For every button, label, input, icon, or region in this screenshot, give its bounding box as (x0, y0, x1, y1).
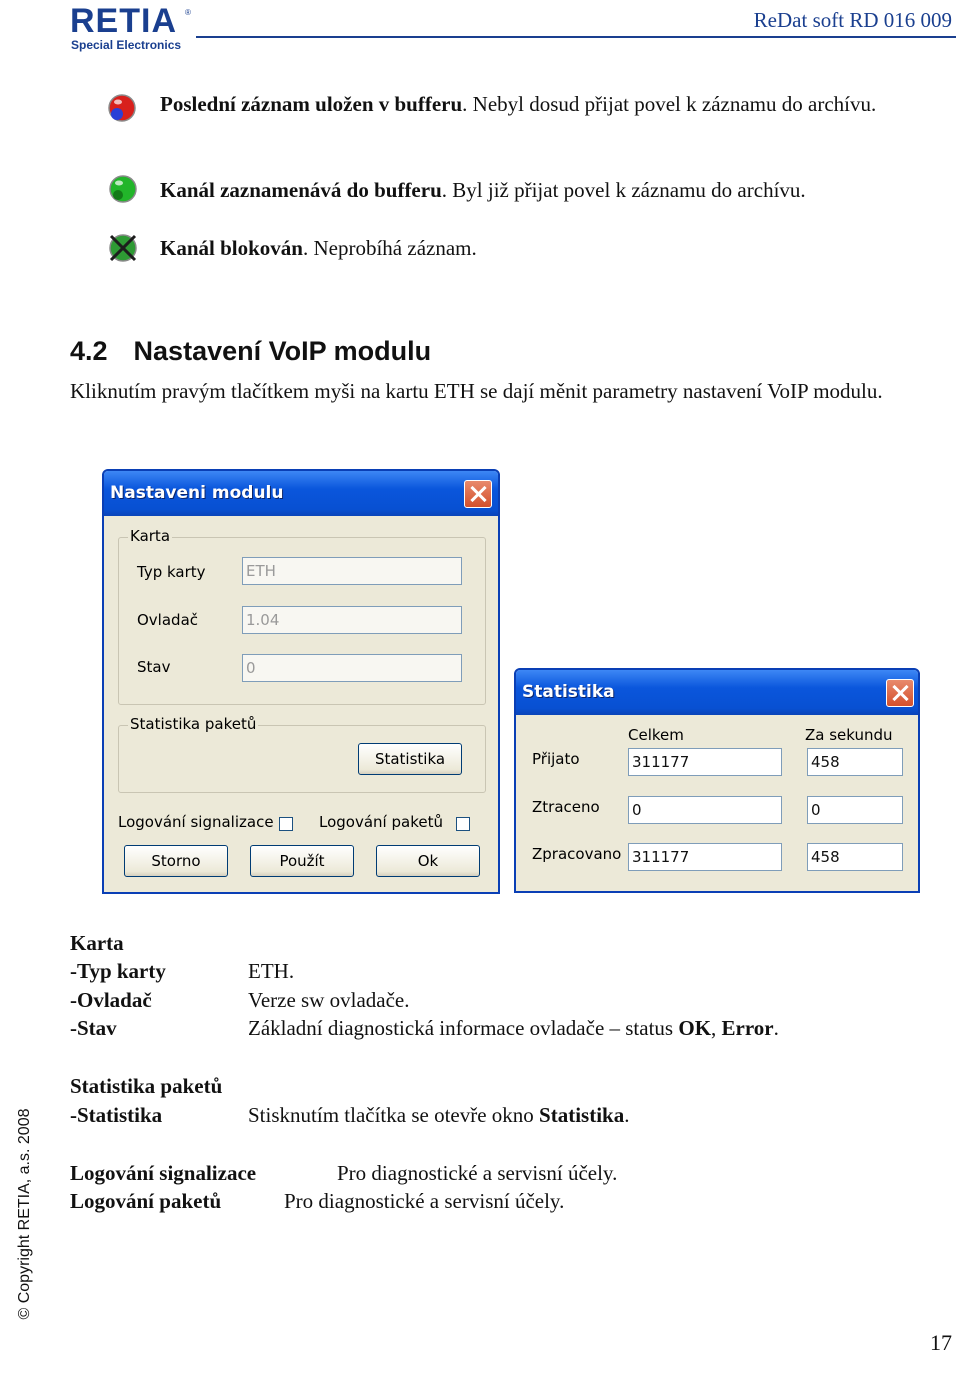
stav-desc-text: Základní diagnostická informace ovladače – status (248, 1016, 679, 1040)
row-zpracovano-label: Zpracovano (532, 845, 622, 863)
section-paragraph: Kliknutím pravým tlačítkem myši na kartu ETH se dají měnit parametry nastavení VoIP modulu. (70, 379, 883, 403)
typ-karty-desc: ETH. (248, 959, 295, 983)
logo-subtitle: Special Electronics (71, 38, 182, 52)
stav-sep: , (711, 1016, 722, 1040)
header-rule (196, 36, 956, 38)
col-celkem-header: Celkem (628, 726, 684, 744)
pouzit-button[interactable]: Použít (250, 845, 354, 877)
ovladac-desc: Verze sw ovladače. (248, 988, 410, 1012)
group-statistika-label: Statistika paketů (130, 715, 257, 733)
legend-bold: Kanál blokován (160, 236, 303, 260)
stat-heading: Statistika paketů (70, 1074, 223, 1098)
statistika-desc-text: Stisknutím tlačítka se otevře okno (248, 1103, 540, 1127)
settings-titlebar[interactable] (104, 471, 498, 516)
group-karta-label: Karta (130, 527, 171, 545)
green-ball-icon (108, 174, 138, 204)
statistika-button[interactable]: Statistika (358, 743, 462, 775)
statistics-window-title: Statistika (522, 682, 615, 702)
zpracovano-za-sekundu-field[interactable]: 458 (807, 843, 903, 871)
row-prijato-label: Přijato (532, 750, 580, 768)
typ-karty-field[interactable]: ETH (242, 557, 462, 585)
ovladac-term: -Ovladač (70, 988, 152, 1012)
stav-end: . (773, 1016, 779, 1040)
stav-field[interactable]: 0 (242, 654, 462, 682)
ztraceno-za-sekundu-field[interactable]: 0 (807, 796, 903, 824)
ovladac-field[interactable]: 1.04 (242, 606, 462, 634)
document-reference: ReDat soft RD 016 009 (753, 8, 952, 32)
red-ball-icon (107, 93, 137, 123)
section-heading (70, 336, 431, 367)
ovladac-label: Ovladač (137, 611, 199, 629)
legend-item-last-record (160, 90, 955, 119)
registered-mark: ® (185, 8, 191, 17)
prijato-celkem-field[interactable]: 311177 (628, 748, 782, 776)
page-number: 17 (930, 1330, 952, 1355)
statistika-term: -Statistika (70, 1103, 163, 1127)
storno-button[interactable]: Storno (124, 845, 228, 877)
statistika-desc (248, 1101, 629, 1129)
statistics-window (514, 668, 920, 893)
log-paketu-label: Logování paketů (319, 813, 443, 831)
settings-window-title: Nastaveni modulu (110, 483, 284, 503)
stav-error: Error (721, 1016, 774, 1040)
section-title: Nastavení VoIP modulu (133, 336, 432, 366)
typ-karty-term: -Typ karty (70, 959, 166, 983)
close-icon[interactable] (886, 679, 914, 707)
log-signalizace-checkbox[interactable] (279, 817, 293, 831)
copyright-notice: © Copyright RETIA, a.s. 2008 (16, 1108, 33, 1320)
row-ztraceno-label: Ztraceno (532, 798, 600, 816)
col-za-sekundu-header: Za sekundu (805, 726, 893, 744)
legend-text: . Nebyl dosud přijat povel k záznamu do archívu. (462, 92, 877, 116)
ztraceno-celkem-field[interactable]: 0 (628, 796, 782, 824)
legend-text: . Neprobíhá záznam. (302, 236, 477, 260)
statistika-desc-end: . (624, 1103, 630, 1127)
blocked-ball-icon (108, 233, 138, 263)
legend-text: . Byl již přijat povel k záznamu do archívu. (441, 178, 806, 202)
section-number: 4.2 (70, 336, 108, 366)
typ-karty-label: Typ karty (137, 563, 206, 581)
close-icon[interactable] (464, 480, 492, 508)
settings-window (102, 469, 500, 894)
log-sig-term: Logování signalizace (70, 1161, 257, 1185)
ok-button[interactable]: Ok (376, 845, 480, 877)
log-sig-desc: Pro diagnostické a servisní účely. (337, 1161, 618, 1185)
legend-bold: Kanál zaznamenává do bufferu (160, 178, 442, 202)
prijato-za-sekundu-field[interactable]: 458 (807, 748, 903, 776)
log-pak-desc: Pro diagnostické a servisní účely. (284, 1189, 565, 1213)
legend-item-blocked (160, 234, 955, 263)
retia-logo: RETIA (70, 2, 177, 40)
zpracovano-celkem-field[interactable]: 311177 (628, 843, 782, 871)
log-pak-term: Logování paketů (70, 1189, 222, 1213)
stav-desc (248, 1014, 779, 1042)
legend-bold: Poslední záznam uložen v bufferu (160, 92, 463, 116)
log-paketu-checkbox[interactable] (456, 817, 470, 831)
statistika-desc-bold: Statistika (539, 1103, 625, 1127)
karta-heading: Karta (70, 931, 124, 955)
legend-item-recording (160, 176, 955, 205)
stav-label: Stav (137, 658, 171, 676)
stav-ok: OK (678, 1016, 712, 1040)
statistics-titlebar[interactable] (516, 670, 918, 715)
log-signalizace-label: Logování signalizace (118, 813, 274, 831)
stav-term: -Stav (70, 1016, 117, 1040)
